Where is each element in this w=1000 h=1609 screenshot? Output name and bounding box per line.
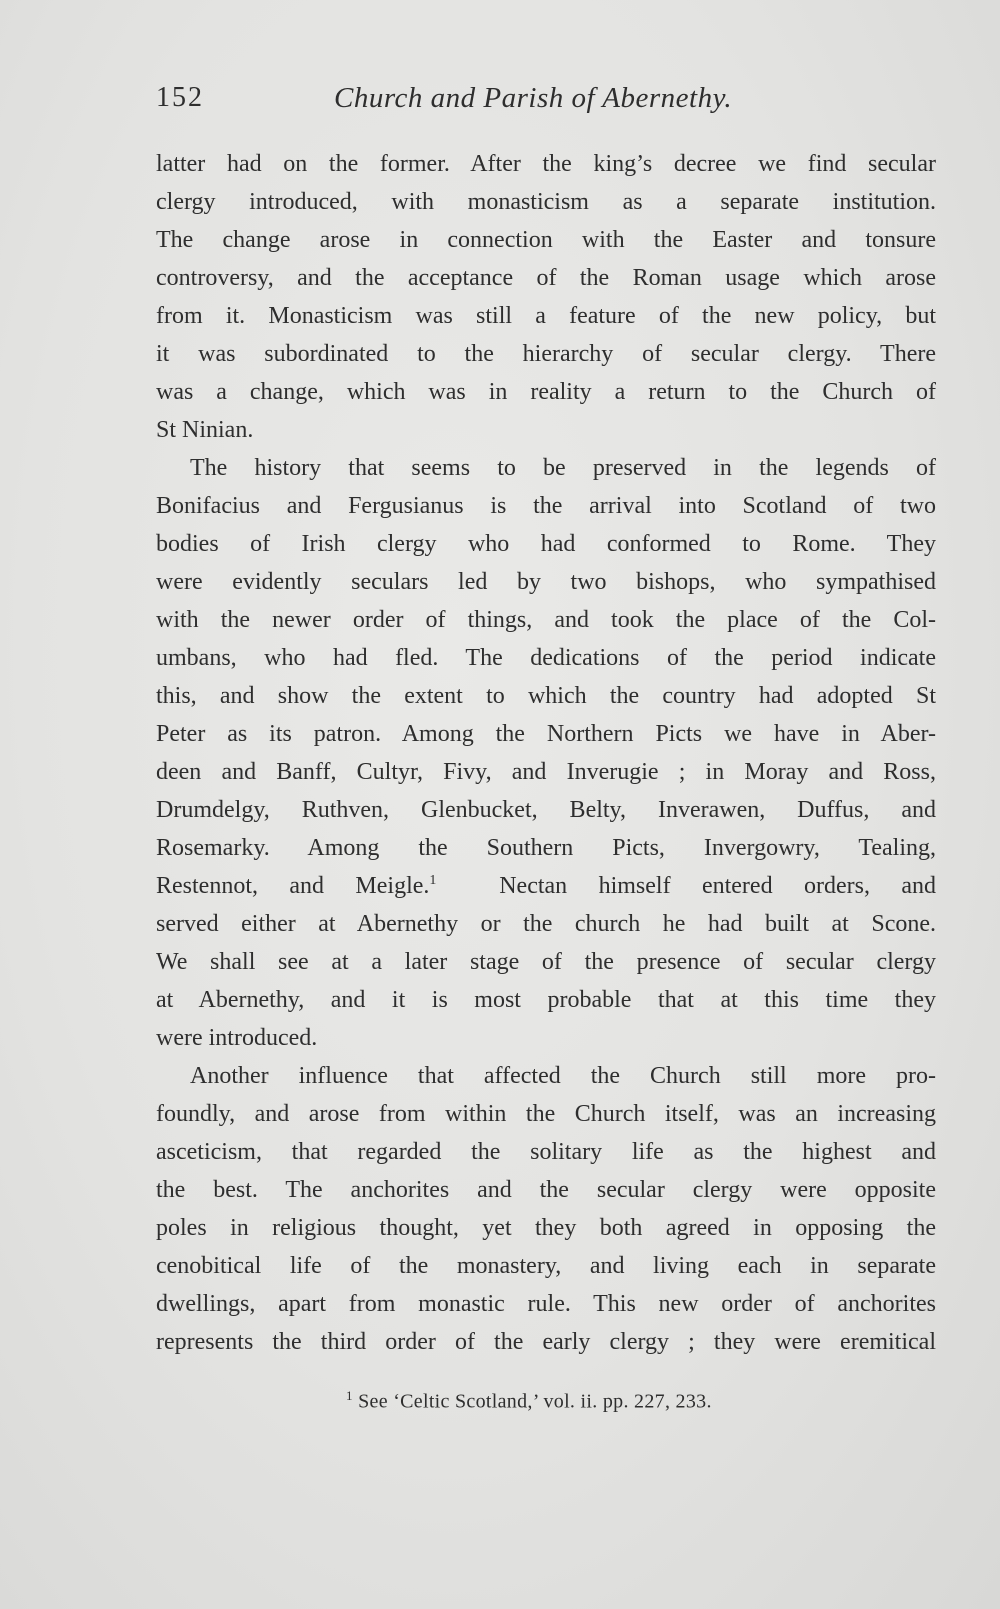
text-line: represents the third order of the early clergy ; they were eremitical: [156, 1329, 936, 1355]
text-segment: Restennot, and Meigle.: [156, 873, 430, 899]
footnote-text: See ‘Celtic Scotland,’ vol. ii. pp. 227, 233.: [352, 1390, 712, 1413]
text-line: this, and show the extent to which the country had adopted St: [156, 683, 936, 709]
running-head: [156, 82, 956, 122]
text-segment: Nectan himself entered orders, and: [436, 873, 936, 899]
body-text: [156, 145, 936, 1361]
text-line: latter had on the former. After the king’s decree we find secular: [156, 151, 936, 177]
text-line: at Abernethy, and it is most probable that at this time they: [156, 987, 936, 1013]
text-line: clergy introduced, with monasticism as a separate institution.: [156, 189, 936, 215]
running-title: Church and Parish of Abernethy.: [334, 82, 733, 114]
text-line: Bonifacius and Fergusianus is the arrival into Scotland of two: [156, 493, 936, 519]
text-line: served either at Abernethy or the church he had built at Scone.: [156, 911, 936, 937]
text-line: were introduced.: [156, 1025, 318, 1051]
text-line: umbans, who had fled. The dedications of the period indicate: [156, 645, 936, 671]
text-line: deen and Banff, Cultyr, Fivy, and Inverugie ; in Moray and Ross,: [156, 759, 936, 785]
text-line: controversy, and the acceptance of the Roman usage which arose: [156, 265, 936, 291]
footnote-marker: 1: [346, 1388, 353, 1403]
page-number: 152: [156, 82, 204, 113]
text-line: We shall see at a later stage of the presence of secular clergy: [156, 949, 936, 975]
text-line-with-footnote-ref: [156, 867, 936, 905]
text-line: St Ninian.: [156, 417, 254, 443]
text-line: was a change, which was in reality a return to the Church of: [156, 379, 936, 405]
text-line: poles in religious thought, yet they both agreed in opposing the: [156, 1215, 936, 1241]
text-line: Drumdelgy, Ruthven, Glenbucket, Belty, Inverawen, Duffus, and: [156, 797, 936, 823]
text-line: cenobitical life of the monastery, and living each in separate: [156, 1253, 936, 1279]
text-line: dwellings, apart from monastic rule. This new order of anchorites: [156, 1291, 936, 1317]
text-line: The change arose in connection with the Easter and tonsure: [156, 227, 936, 253]
text-line: bodies of Irish clergy who had conformed to Rome. They: [156, 531, 936, 557]
text-line: Another influence that affected the Church still more pro-: [190, 1063, 936, 1089]
text-line: the best. The anchorites and the secular clergy were opposite: [156, 1177, 936, 1203]
text-line: Rosemarky. Among the Southern Picts, Invergowry, Tealing,: [156, 835, 936, 861]
footnote: [346, 1388, 712, 1414]
text-line: Peter as its patron. Among the Northern Picts we have in Aber-: [156, 721, 936, 747]
text-line: from it. Monasticism was still a feature of the new policy, but: [156, 303, 936, 329]
text-line: The history that seems to be preserved in the legends of: [190, 455, 936, 481]
text-line: it was subordinated to the hierarchy of secular clergy. There: [156, 341, 936, 367]
text-line: asceticism, that regarded the solitary life as the highest and: [156, 1139, 936, 1165]
text-line: were evidently seculars led by two bishops, who sympathised: [156, 569, 936, 595]
text-line: with the newer order of things, and took the place of the Col-: [156, 607, 936, 633]
text-line: foundly, and arose from within the Church itself, was an increasing: [156, 1101, 936, 1127]
footnote-reference: 1: [429, 873, 437, 888]
